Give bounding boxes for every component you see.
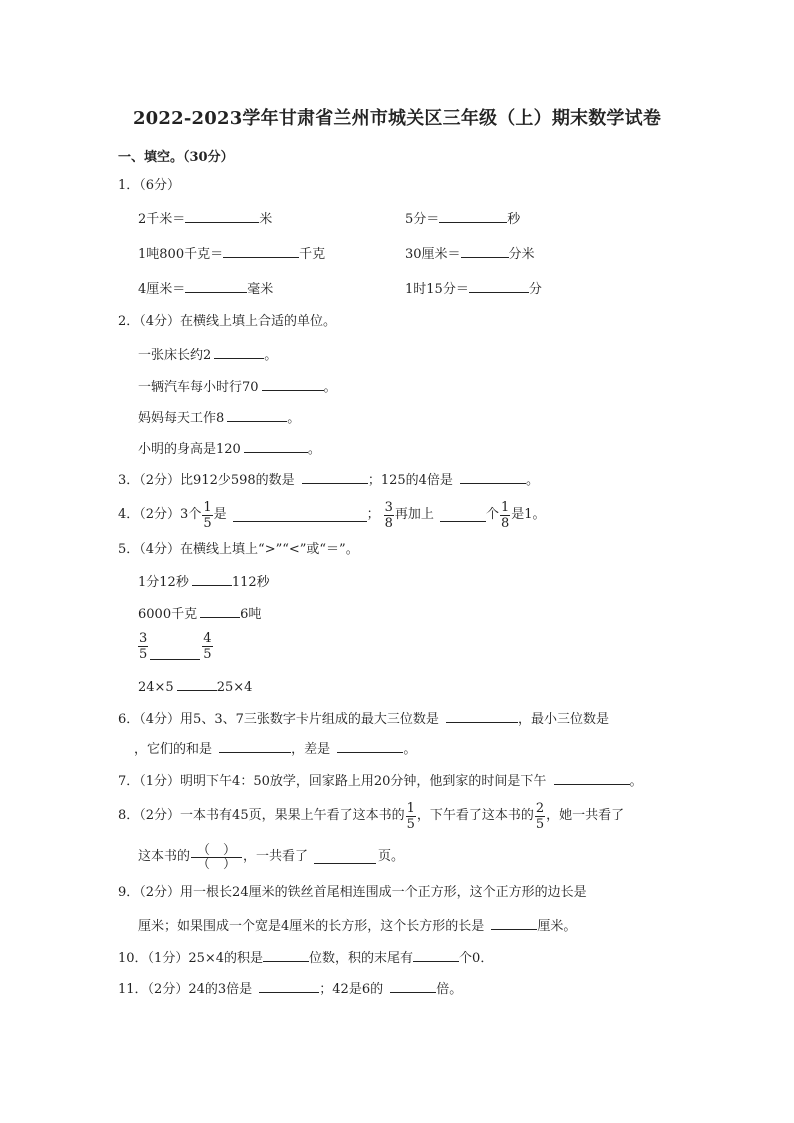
q3-text-2: ；125的4倍是 bbox=[367, 473, 453, 488]
q9-text-3: 厘米。 bbox=[537, 919, 577, 934]
fraction-numerator: 2 bbox=[535, 800, 545, 816]
fraction bbox=[202, 632, 212, 661]
q1-b2-unit: 分米 bbox=[508, 247, 535, 262]
q11-text-1: 11．（2分）24的3倍是 bbox=[118, 982, 253, 997]
question-4 bbox=[118, 497, 546, 533]
answer-blank[interactable] bbox=[150, 646, 200, 660]
question-8-line-1 bbox=[118, 798, 624, 834]
q4-text-4: 再加上 bbox=[394, 507, 434, 522]
q1-a1-text: 2千米＝ bbox=[138, 212, 186, 227]
q1-a1-unit: 米 bbox=[259, 212, 273, 227]
q9-text-2: 厘米；如果围成一个宽是4厘米的长方形，这个长方形的长是 bbox=[138, 919, 485, 934]
q10-text-3: 个0． bbox=[459, 951, 494, 966]
fraction bbox=[406, 802, 416, 831]
q1-item-c1 bbox=[138, 279, 273, 299]
q5-row-4 bbox=[138, 677, 252, 697]
question-10 bbox=[118, 948, 493, 968]
q4-text-5: 个 bbox=[485, 507, 499, 522]
q4-text-2: 是 bbox=[213, 507, 227, 522]
fraction-numerator: 3 bbox=[139, 631, 148, 646]
fraction-numerator: 1 bbox=[203, 499, 212, 515]
q2-l4-end: 。 bbox=[307, 442, 321, 457]
question-1-head: 1．（6分） bbox=[118, 178, 181, 193]
fraction bbox=[535, 802, 545, 831]
answer-blank[interactable] bbox=[439, 209, 507, 223]
q3-text-3: 。 bbox=[526, 473, 540, 488]
fraction-answer-box[interactable] bbox=[191, 844, 242, 871]
answer-blank[interactable] bbox=[219, 739, 291, 753]
q1-b1-unit: 千克 bbox=[299, 247, 326, 262]
answer-blank[interactable] bbox=[227, 408, 287, 422]
answer-blank[interactable] bbox=[554, 771, 630, 785]
answer-blank[interactable] bbox=[446, 709, 518, 723]
answer-blank[interactable] bbox=[263, 948, 309, 962]
answer-blank[interactable] bbox=[469, 279, 529, 293]
answer-blank[interactable] bbox=[461, 244, 509, 258]
fraction bbox=[202, 501, 212, 530]
q2-l1-end: 。 bbox=[264, 348, 278, 363]
q2-line-4 bbox=[138, 439, 321, 459]
answer-blank[interactable] bbox=[185, 279, 247, 293]
q7-text-1: 7．（1分）明明下午4：50放学，回家路上用20分钟，他到家的时间是下午 bbox=[118, 774, 547, 789]
q11-text-3: 倍。 bbox=[436, 982, 463, 997]
q2-l2-end: 。 bbox=[323, 380, 337, 395]
q8-text-6: 页。 bbox=[378, 849, 405, 864]
q5-row-1 bbox=[138, 572, 270, 592]
fraction-denominator: 5 bbox=[139, 647, 148, 662]
q8-text-4: 这本书的 bbox=[138, 849, 191, 864]
answer-blank[interactable] bbox=[460, 470, 526, 484]
answer-blank[interactable] bbox=[302, 470, 368, 484]
question-6-line-2 bbox=[134, 739, 416, 759]
q10-text-2: 位数，积的末尾有 bbox=[309, 951, 414, 966]
q1-a2-text: 5分＝ bbox=[405, 212, 440, 227]
q4-text-6: 是1。 bbox=[511, 507, 546, 522]
answer-blank[interactable] bbox=[214, 345, 264, 359]
q7-text-2: 。 bbox=[629, 774, 643, 789]
q5-r2-left: 6000千克 bbox=[138, 607, 198, 622]
fraction-denominator: 5 bbox=[203, 647, 212, 662]
fraction-numerator: （ ） bbox=[191, 844, 242, 858]
q5-r1-right: 112秒 bbox=[231, 575, 270, 590]
page-title: 2022-2023学年甘肃省兰州市城关区三年级（上）期末数学试卷 bbox=[132, 108, 662, 129]
q1-item-a2 bbox=[405, 209, 520, 229]
answer-blank[interactable] bbox=[233, 508, 367, 522]
q8-text-2: ，下午看了这本书的 bbox=[416, 808, 534, 823]
question-9-line-2 bbox=[138, 916, 576, 936]
q5-r1-left: 1分12秒 bbox=[138, 575, 189, 590]
fraction bbox=[138, 632, 148, 661]
fraction-denominator: 8 bbox=[384, 515, 393, 531]
fraction bbox=[500, 501, 510, 530]
fraction-denominator: 5 bbox=[535, 816, 545, 832]
fraction-numerator: 1 bbox=[500, 499, 510, 515]
q1-item-a1 bbox=[138, 209, 272, 229]
q11-text-2: ；42是6的 bbox=[319, 982, 384, 997]
q1-a2-unit: 秒 bbox=[507, 212, 521, 227]
q4-text-1: 4．（2分）3个 bbox=[118, 507, 202, 522]
fraction-numerator: 3 bbox=[384, 499, 393, 515]
q1-b1-text: 1吨800千克＝ bbox=[138, 247, 224, 262]
answer-blank[interactable] bbox=[440, 508, 486, 522]
fraction-numerator: 4 bbox=[203, 631, 212, 646]
q8-text-1: 8．（2分）一本书有45页，果果上午看了这本书的 bbox=[118, 808, 405, 823]
q2-l4-text: 小明的身高是120 bbox=[138, 442, 241, 457]
q6-text-3: ，它们的和是 bbox=[134, 742, 213, 757]
question-2-head: 2．（4分）在横线上填上合适的单位。 bbox=[118, 314, 337, 329]
q2-l2-text: 一辆汽车每小时行70 bbox=[138, 380, 259, 395]
q1-item-b2 bbox=[405, 244, 535, 264]
q5-r2-right: 6吨 bbox=[240, 607, 262, 622]
q4-text-3: ； bbox=[366, 507, 380, 522]
q6-text-5: 。 bbox=[403, 742, 417, 757]
fraction-denominator: 5 bbox=[203, 515, 212, 531]
q1-c2-unit: 分 bbox=[528, 282, 542, 297]
q5-r4-right: 25×4 bbox=[216, 680, 253, 695]
q10-text-1: 10．（1分）25×4的积是 bbox=[118, 951, 264, 966]
fraction-denominator: 5 bbox=[406, 816, 415, 832]
q5-row-3 bbox=[138, 632, 213, 661]
q5-r4-left: 24×5 bbox=[138, 680, 174, 695]
q1-c1-text: 4厘米＝ bbox=[138, 282, 186, 297]
question-7 bbox=[118, 771, 643, 791]
q1-c1-unit: 毫米 bbox=[247, 282, 274, 297]
question-6-line-1 bbox=[118, 709, 609, 729]
fraction-denominator: 8 bbox=[500, 515, 510, 531]
q3-text-1: 3．（2分）比912少598的数是 bbox=[118, 473, 295, 488]
answer-blank[interactable] bbox=[259, 979, 319, 993]
q1-item-b1 bbox=[138, 244, 325, 264]
answer-blank[interactable] bbox=[314, 850, 376, 864]
question-3 bbox=[118, 470, 539, 490]
question-11 bbox=[118, 979, 462, 999]
q6-text-1: 6．（4分）用5、3、7三张数字卡片组成的最大三位数是 bbox=[118, 712, 439, 727]
answer-blank[interactable] bbox=[413, 948, 459, 962]
q2-line-1 bbox=[138, 345, 277, 365]
answer-blank[interactable] bbox=[337, 739, 403, 753]
question-5-head: 5．（4分）在横线上填上“>”“<”或“＝”。 bbox=[118, 542, 359, 557]
fraction-numerator: 1 bbox=[406, 800, 415, 816]
fraction bbox=[384, 501, 394, 530]
answer-blank[interactable] bbox=[491, 916, 537, 930]
answer-blank[interactable] bbox=[192, 572, 232, 586]
q2-l3-end: 。 bbox=[287, 411, 301, 426]
q8-text-3: ，她一共看了 bbox=[546, 808, 625, 823]
q1-b2-text: 30厘米＝ bbox=[405, 247, 461, 262]
q2-line-2 bbox=[138, 377, 337, 397]
answer-blank[interactable] bbox=[390, 979, 436, 993]
q6-text-4: ，差是 bbox=[291, 742, 331, 757]
q1-item-c2 bbox=[405, 279, 542, 299]
answer-blank[interactable] bbox=[185, 209, 259, 223]
q6-text-2: ，最小三位数是 bbox=[518, 712, 610, 727]
answer-blank[interactable] bbox=[200, 604, 240, 618]
answer-blank[interactable] bbox=[223, 244, 299, 258]
q8-text-5: ，一共看了 bbox=[243, 849, 309, 864]
q1-c2-text: 1时15分＝ bbox=[405, 282, 469, 297]
question-8-line-2 bbox=[138, 839, 404, 875]
question-9-line-1: 9．（2分）用一根长24厘米的铁丝首尾相连围成一个正方形，这个正方形的边长是 bbox=[118, 885, 587, 900]
q5-row-2 bbox=[138, 604, 261, 624]
q2-l3-text: 妈妈每天工作8 bbox=[138, 411, 225, 426]
answer-blank[interactable] bbox=[177, 677, 217, 691]
q2-l1-text: 一张床长约2 bbox=[138, 348, 212, 363]
fraction-denominator: （ ） bbox=[197, 856, 237, 872]
answer-blank[interactable] bbox=[244, 439, 308, 453]
q2-line-3 bbox=[138, 408, 300, 428]
answer-blank[interactable] bbox=[262, 377, 324, 391]
section-heading: 一、填空。（30分） bbox=[118, 150, 234, 165]
